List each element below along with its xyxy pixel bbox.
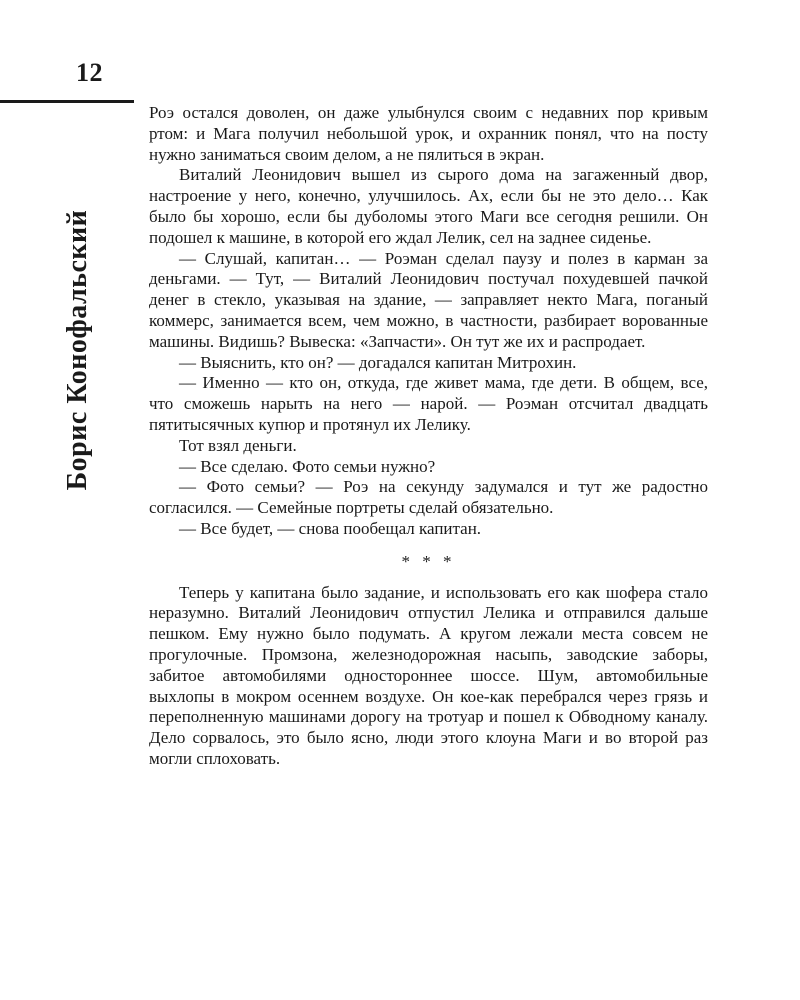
author-name: Борис Конофальский [62,209,93,491]
paragraphs-before [149,103,708,540]
paragraph: Тот взял деньги. [179,435,297,455]
page-number: 12 [76,58,103,87]
paragraph: — Именно — кто он, откуда, где живет мама, где дети. В общем, все, что сможешь нарыть на него — нарой. — Роэман отсчитал двадцать пятитысячных купюр и протянул их Лелику. [149,373,708,434]
paragraph: — Слушай, капитан… — Роэман сделал паузу и полез в карман за деньгами. — Тут, — Виталий Леонидович постучал похудевшей пачкой денег в стекло, указывая на здание, — заправляет некто Мага, поганый коммерс, занимается всем, чем можно, в частности, разбирает ворованные машины. Видишь? Вывеска: «Запчасти». Он тут же их и распродает. [149,248,708,351]
paragraph: — Все сделаю. Фото семьи нужно? [179,456,436,476]
paragraph: — Фото семьи? — Роэ на секунду задумался и тут же радостно согласился. — Семейные портреты сделай обязательно. [149,477,708,518]
paragraph: Роэ остался доволен, он даже улыбнулся своим с недавних пор кривым ртом: и Мага получил небольшой урок, и охранник понял, что на посту нужно заниматься своим делом, а не пялиться в экран. [149,103,708,164]
header-rule [0,100,134,103]
paragraph: Теперь у капитана было задание, и использовать его как шофера стало неразумно. Виталий Леонидович отпустил Лелика и отправился дальше пешком. Ему нужно было подумать. А кругом лежали места совсем не прогулочные. Промзона, железнодорожная насыпь, заводские заборы, забитое автомобилями одностороннее шоссе. Шум, автомобильные выхлопы в мокром осеннем воздухе. Он кое-как перебрался через грязь и переполненную машинами дорогу на тротуар и пошел к Обводному каналу. Дело сорвалось, это было ясно, люди этого клоуна Маги и во второй раз могли сплоховать. [149,582,708,768]
text-body [149,103,708,770]
section-separator: * * * [401,551,456,571]
paragraphs-after [149,583,708,770]
paragraph: — Выяснить, кто он? — догадался капитан Митрохин. [179,352,577,372]
paragraph: Виталий Леонидович вышел из сырого дома на загаженный двор, настроение у него, конечно, улучшилось. Ах, если бы не это дело… Как было бы хорошо, если бы дуболомы этого Маги все сегодня решили. Он подошел к машине, в которой его ждал Лелик, сел на заднее сиденье. [149,165,708,247]
paragraph: — Все будет, — снова пообещал капитан. [179,518,482,538]
